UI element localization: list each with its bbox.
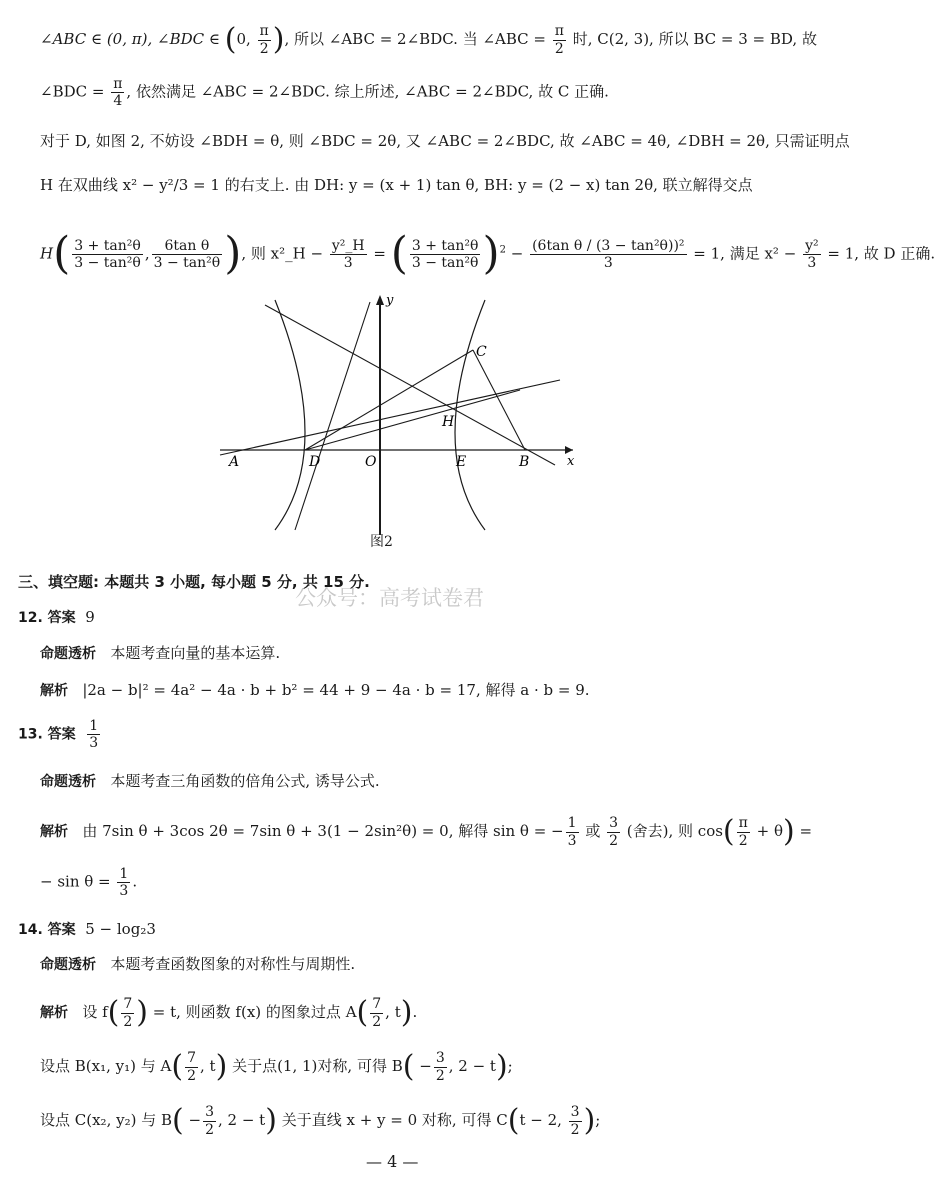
- q13-sol-c: (舍去), 则 cos: [622, 822, 723, 840]
- q14-solution-line-1: 解析 设 f( $\frac{7}{2}$ ) = t, 则函数 f(x) 的图象过点 A( $\frac{7}{2}$ , t).: [40, 995, 418, 1030]
- q13-sol-b: 或: [580, 822, 606, 840]
- q13-sol2: − sin θ =: [40, 872, 116, 891]
- q12-solution-label: 解析: [40, 683, 68, 699]
- q14-s2-a: 设点 B(x₁, y₁) 与 A: [40, 1057, 172, 1075]
- segment-CB: [473, 350, 525, 450]
- hyperbola-left-branch: [275, 300, 305, 530]
- q12-answer-line: [18, 608, 95, 627]
- q14-analysis-line: [40, 955, 355, 974]
- q13-solution-line: 解析 由 7sin θ + 3cos 2θ = 7sin θ + 3(1 − 2sin²θ) = 0, 解得 sin θ = − $\frac{1}{3}$ 或 $\frac{3}{2}$ (舍去), 则 cos( $\frac{\pi}{2}$ + θ) =: [40, 814, 813, 849]
- proof-line-2: [40, 76, 609, 109]
- q13-answer-den: 3: [89, 735, 99, 752]
- label-x: x: [567, 454, 575, 469]
- label-H: H: [442, 414, 455, 430]
- figure-2-diagram: [215, 290, 585, 540]
- q14-answer: 5 − log₂3: [85, 920, 156, 938]
- q14-s2-b: 关于点(1, 1)对称, 可得 B: [227, 1057, 403, 1075]
- q12-analysis-line: [40, 644, 280, 663]
- q13-solution-label: 解析: [40, 824, 68, 840]
- segment-DH: [305, 390, 520, 450]
- proof-line-1: ∠ABC ∈ (0, π), ∠BDC ∈ (0, $\frac{\pi}{2}$ ), 所以 ∠ABC = 2∠BDC. 当 ∠ABC = $\frac{\pi}{2}$ 时, C(2, 3), 所以 BC = 3 = BD, 故: [40, 22, 817, 57]
- segment-DC: [305, 350, 473, 450]
- q14-s3-b: 关于直线 x + y = 0 对称, 可得 C: [276, 1111, 508, 1129]
- watermark: 公众号：高考试卷君: [295, 586, 484, 610]
- q12-answer: 9: [85, 608, 95, 626]
- proof-l5-c: = 1, 故 D 正确.: [822, 244, 935, 263]
- q14-solution-line-2: 设点 B(x₁, y₁) 与 A( $\frac{7}{2}$ , t) 关于点(1, 1)对称, 可得 B( − $\frac{3}{2}$ , 2 − t);: [40, 1049, 513, 1084]
- label-B: B: [519, 454, 530, 470]
- proof-l1-a: ∠ABC ∈ (0, π), ∠BDC ∈: [40, 30, 225, 48]
- proof-line-5: H( $\frac{\text{3 + tan²θ}}{\text{3 − tan²θ}}$ , $\frac{\text{6tan θ}}{\text{3 − tan²θ}}$ ), 则 x²_H − $\frac{\text{y²\_H}}{3}$ = ( $\frac{\text{3 + tan²θ}}{\text{3 − tan²θ}}$ )$^2$ − $\frac{\text{(6tan θ / (3 − tan²θ))²}}{3}$ = 1, 满足 x² − $\frac{\text{y²}}{3}$ = 1, 故 D 正确.: [40, 228, 935, 279]
- label-D: D: [309, 454, 321, 470]
- frac-pi-over-4: $\frac{\pi}{4}$: [113, 76, 123, 110]
- q13-answer-frac: [87, 718, 100, 751]
- q13-answer-line: [18, 718, 102, 751]
- q14-s1-a: 设 f: [82, 1003, 108, 1021]
- proof-l3: 对于 D, 如图 2, 不妨设 ∠BDH = θ, 则 ∠BDC = 2θ, 又 ∠ABC = 2∠BDC, 故 ∠ABC = 4θ, ∠DBH = 2θ, 只需证明点: [40, 132, 850, 150]
- q12-analysis-label: 命题透析: [40, 646, 96, 662]
- q14-analysis: 本题考查函数图象的对称性与周期性.: [110, 955, 356, 973]
- proof-l1-b: , 所以 ∠ABC = 2∠BDC. 当 ∠ABC =: [284, 30, 551, 48]
- q13-sol-d: =: [794, 822, 813, 840]
- y-axis-arrow: [376, 295, 384, 305]
- frac-pi-over-2: $\frac{\pi}{2}$: [259, 23, 269, 57]
- proof-l4: H 在双曲线 x² − y²/3 = 1 的右支上. 由 DH: y = (x + 1) tan θ, BH: y = (2 − x) tan 2θ, 联立解得交点: [40, 176, 753, 194]
- proof-l1-c: 时, C(2, 3), 所以 BC = 3 = BD, 故: [567, 30, 817, 48]
- x-axis-arrow: [565, 446, 573, 454]
- q13-analysis-line: [40, 772, 380, 791]
- proof-line-3: [40, 132, 850, 150]
- q13-analysis: 本题考查三角函数的倍角公式, 诱导公式.: [110, 772, 380, 790]
- label-C: C: [476, 344, 487, 360]
- frac-pi-over-2-b: $\frac{\pi}{2}$: [554, 23, 564, 57]
- label-O: O: [365, 454, 377, 470]
- figure-caption: 图2: [370, 534, 393, 550]
- page-number: — 4 —: [366, 1152, 419, 1171]
- proof-l5-b: , 满足 x² −: [720, 244, 802, 263]
- q13-num: 13. 答案: [18, 726, 76, 743]
- line-left-steep: [295, 302, 370, 530]
- q14-analysis-label: 命题透析: [40, 957, 96, 973]
- q14-answer-line: [18, 920, 156, 939]
- line-through-B: [265, 305, 555, 465]
- q12-solution-line: [40, 681, 590, 700]
- q14-s1-b: = t, 则函数 f(x) 的图象过点 A: [148, 1003, 357, 1021]
- q12-solution: |2a − b|² = 4a² − 4a · b + b² = 44 + 9 − 4a · b = 17, 解得 a · b = 9.: [82, 681, 590, 699]
- proof-l2-a: ∠BDC =: [40, 82, 110, 101]
- q14-solution-label: 解析: [40, 1005, 68, 1021]
- q13-sol-a: 由 7sin θ + 3cos 2θ = 7sin θ + 3(1 − 2sin²θ) = 0, 解得 sin θ = −: [82, 822, 564, 840]
- label-y: y: [386, 293, 394, 308]
- q12-analysis: 本题考查向量的基本运算.: [110, 644, 281, 662]
- label-E: E: [456, 454, 467, 470]
- q14-num: 14. 答案: [18, 922, 76, 938]
- q12-num: 12. 答案: [18, 610, 76, 626]
- q14-s3-a: 设点 C(x₂, y₂) 与 B: [40, 1111, 173, 1129]
- q14-solution-line-3: 设点 C(x₂, y₂) 与 B( − $\frac{3}{2}$ , 2 − t) 关于直线 x + y = 0 对称, 可得 C(t − 2, $\frac{3}{2}$ );: [40, 1103, 601, 1138]
- section-title: 三、填空题: 本题共 3 小题, 每小题 5 分, 共 15 分.: [18, 573, 370, 591]
- proof-line-4: [40, 176, 753, 194]
- q13-answer-num: 1: [89, 718, 99, 734]
- proof-l2-b: , 依然满足 ∠ABC = 2∠BDC. 综上所述, ∠ABC = 2∠BDC, 故 C 正确.: [126, 82, 609, 101]
- proof-l5-a: , 则 x²_H −: [241, 244, 328, 263]
- q13-solution-line-2: − sin θ = $\frac{1}{3}$ .: [40, 866, 138, 900]
- hyperbola-right-branch: [455, 300, 485, 530]
- line-A-upper: [220, 380, 560, 455]
- q13-analysis-label: 命题透析: [40, 774, 96, 790]
- label-A: A: [229, 454, 240, 470]
